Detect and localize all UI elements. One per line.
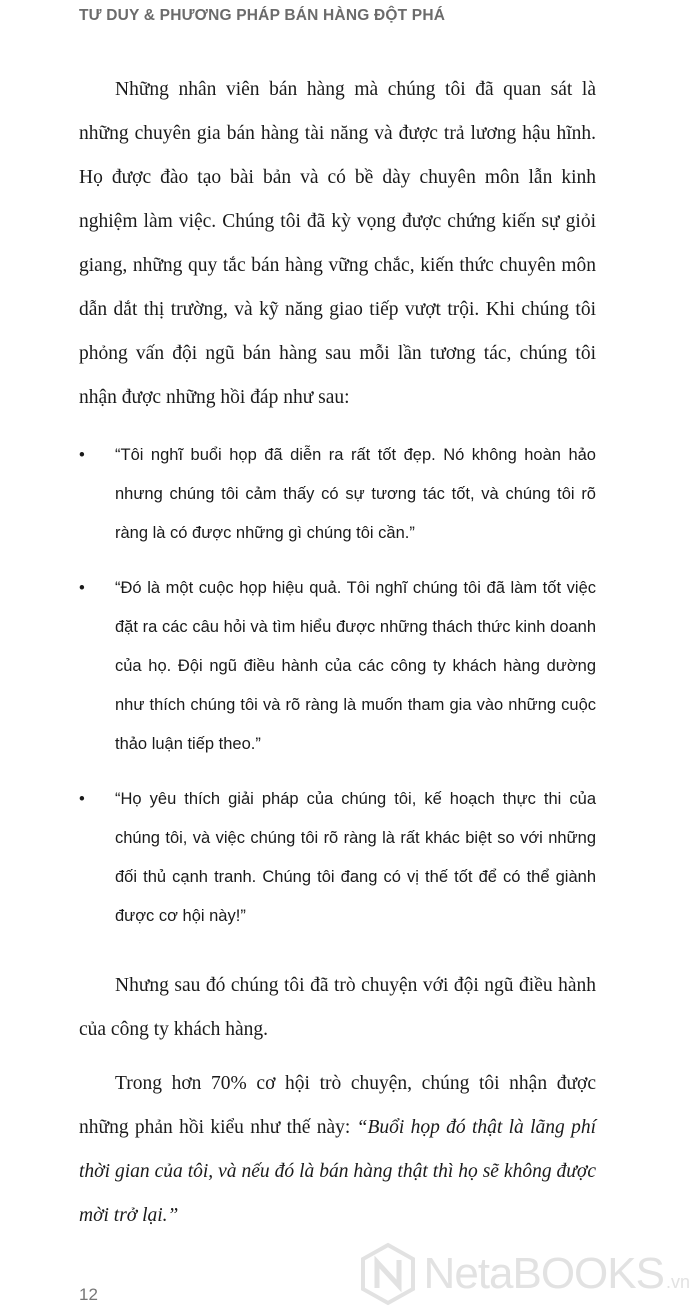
bullet-icon: • [79, 790, 85, 808]
quote-text: “Họ yêu thích giải pháp của chúng tôi, kế hoạch thực thi của chúng tôi, và việc chúng tôi rõ ràng là rất khác biệt so với những đối thủ cạnh tranh. Chúng tôi đang có vị thế tốt để có thể giành được cơ hội này!” [115, 790, 596, 925]
intro-paragraph [79, 68, 596, 420]
running-header: TƯ DUY & PHƯƠNG PHÁP BÁN HÀNG ĐỘT PHÁ [79, 7, 446, 24]
paragraph-text: Những nhân viên bán hàng mà chúng tôi đã quan sát là những chuyên gia bán hàng tài năng và được trả lương hậu hĩnh. Họ được đào tạo bài bản và có bề dày chuyên môn lẫn kinh nghiệm làm việc. Chúng tôi đã kỳ vọng được chứng kiến sự giỏi giang, những quy tắc bán hàng vững chắc, kiến thức chuyên môn dẫn dắt thị trường, và kỹ năng giao tiếp vượt trội. Khi chúng tôi phỏng vấn đội ngũ bán hàng sau mỗi lần tương tác, chúng tôi nhận được những hồi đáp như sau: [79, 79, 596, 408]
list-item [79, 436, 596, 553]
list-item [79, 780, 596, 936]
paragraph-text: Nhưng sau đó chúng tôi đã trò chuyện với đội ngũ điều hành của công ty khách hàng. [79, 975, 596, 1040]
quote-text: “Tôi nghĩ buổi họp đã diễn ra rất tốt đẹp. Nó không hoàn hảo nhưng chúng tôi cảm thấy có sự tương tác tốt, và chúng tôi rõ ràng là có được những gì chúng tôi cần.” [115, 446, 596, 542]
bullet-icon: • [79, 446, 85, 464]
executive-quote: “Buổi họp đó thật là lãng phí thời gian của tôi, và nếu đó là bán hàng thật thì họ sẽ không được mời trở lại.” [79, 1117, 596, 1226]
netabooks-logo-icon [360, 1242, 416, 1306]
page-footer [79, 1242, 690, 1314]
watermark-brand: NetaBOOKS [423, 1249, 664, 1298]
bullet-icon: • [79, 579, 85, 597]
list-item [79, 569, 596, 764]
paragraph-text [79, 1062, 596, 1238]
watermark-suffix: .vn [665, 1271, 690, 1292]
closing-paragraphs [79, 964, 596, 1238]
page-number: 12 [79, 1285, 98, 1304]
quote-text: “Đó là một cuộc họp hiệu quả. Tôi nghĩ chúng tôi đã làm tốt việc đặt ra các câu hỏi và tìm hiểu được những thách thức kinh doanh của họ. Đội ngũ điều hành của các công ty khách hàng dường như thích chúng tôi và rõ ràng là muốn tham gia vào những cuộc thảo luận tiếp theo.” [115, 579, 596, 753]
watermark-logo [360, 1242, 690, 1306]
paragraph-lead: Trong hơn 70% cơ hội trò chuyện, chúng tôi nhận được những phản hồi kiểu như thế này: [79, 1073, 596, 1138]
quote-list [79, 436, 596, 936]
